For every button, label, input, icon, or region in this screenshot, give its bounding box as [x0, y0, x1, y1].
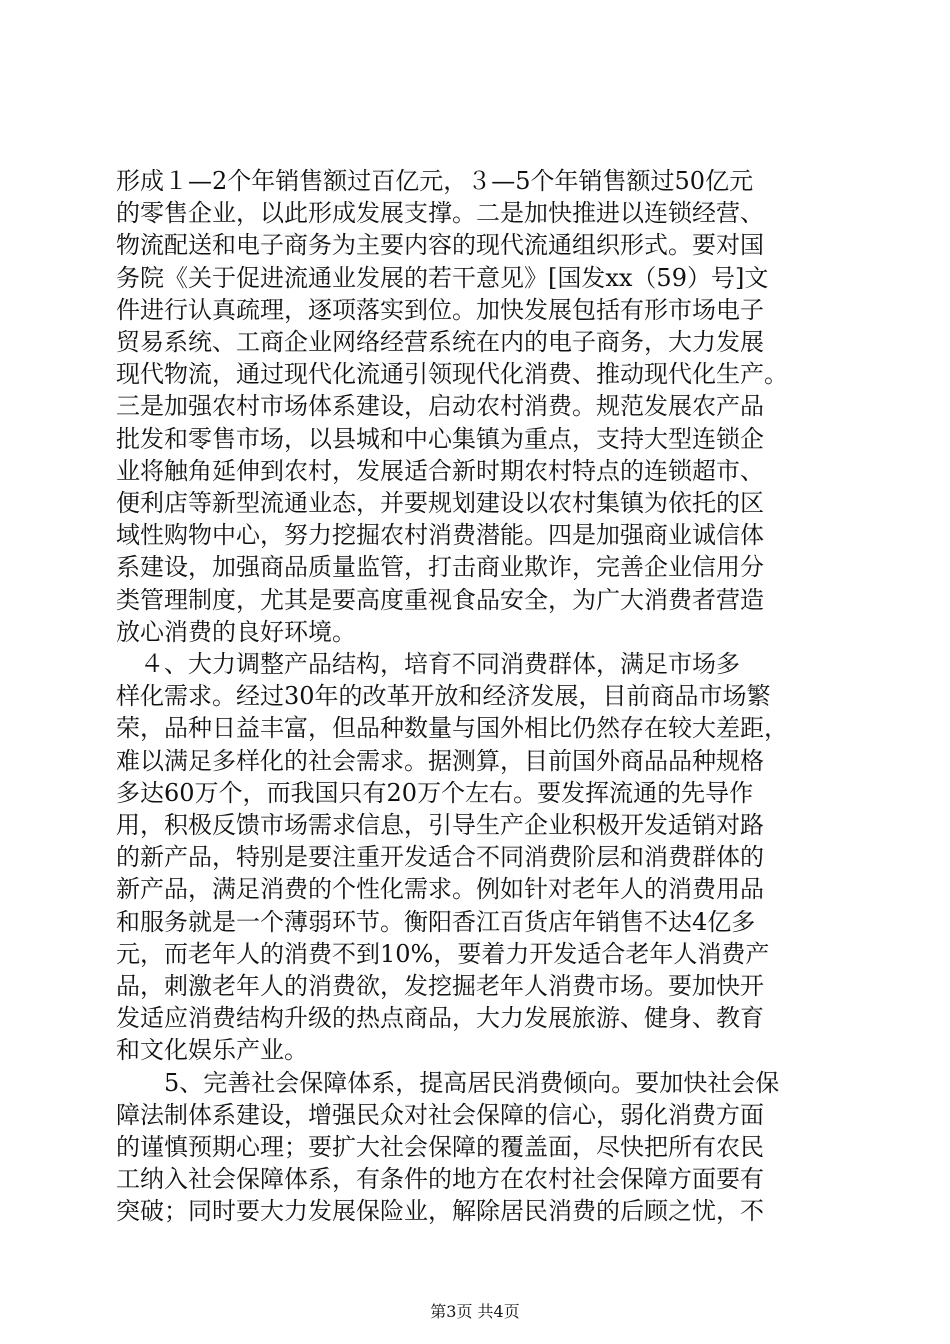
- text-line: 多达60万个，而我国只有20万个左右。要发挥流通的先导作: [116, 779, 754, 807]
- text-line: 三是加强农村市场体系建设，启动农村消费。规范发展农产品: [116, 392, 764, 420]
- text-line: 业将触角延伸到农村，发展适合新时期农村特点的连锁超市、: [116, 457, 764, 485]
- text-line: 样化需求。经过30年的改革开放和经济发展，目前商品市场繁: [116, 682, 771, 710]
- text-line: 域性购物中心，努力挖掘农村消费潜能。四是加强商业诚信体: [116, 521, 764, 549]
- text-line: 贸易系统、工商企业网络经营系统在内的电子商务，大力发展: [116, 328, 764, 356]
- text-line: ４、大力调整产品结构，培育不同消费群体，满足市场多: [116, 650, 740, 678]
- text-line: 难以满足多样化的社会需求。据测算，目前国外商品品种规格: [116, 747, 764, 775]
- text-line: 系建设，加强商品质量监管，打击商业欺诈，完善企业信用分: [116, 553, 764, 581]
- text-line: 放心消费的良好环境。: [116, 618, 356, 646]
- text-line: 障法制体系建设，增强民众对社会保障的信心，弱化消费方面: [116, 1101, 764, 1129]
- text-line: 用，积极反馈市场需求信息，引导生产企业积极开发适销对路: [116, 811, 764, 839]
- text-line: 务院《关于促进流通业发展的若干意见》[国发xx（59）号]文: [116, 264, 769, 292]
- text-line: 批发和零售市场，以县城和中心集镇为重点，支持大型连锁企: [116, 425, 764, 453]
- text-line: 新产品，满足消费的个性化需求。例如针对老年人的消费用品: [116, 875, 764, 903]
- text-line: 物流配送和电子商务为主要内容的现代流通组织形式。要对国: [116, 231, 764, 259]
- text-line: 现代物流，通过现代化流通引领现代化消费、推动现代化生产。: [116, 360, 788, 388]
- text-line: 工纳入社会保障体系，有条件的地方在农村社会保障方面要有: [116, 1165, 764, 1193]
- text-line: 类管理制度，尤其是要高度重视食品安全，为广大消费者营造: [116, 586, 764, 614]
- text-line: 元，而老年人的消费不到10%，要着力开发适合老年人消费产: [116, 940, 770, 968]
- text-line: 和服务就是一个薄弱环节。衡阳香江百货店年销售不达4亿多: [116, 908, 756, 936]
- text-line: 5、完善社会保障体系，提高居民消费倾向。要加快社会保: [116, 1069, 780, 1097]
- text-line: 便利店等新型流通业态，并要规划建设以农村集镇为依托的区: [116, 489, 764, 517]
- text-line: 突破；同时要大力发展保险业，解除居民消费的后顾之忧，不: [116, 1197, 764, 1225]
- text-line: 荣，品种日益丰富，但品种数量与国外相比仍然存在较大差距，: [116, 714, 788, 742]
- text-line: 品，刺激老年人的消费欲，发挖掘老年人消费市场。要加快开: [116, 972, 764, 1000]
- text-line: 的谨慎预期心理；要扩大社会保障的覆盖面，尽快把所有农民: [116, 1133, 764, 1161]
- page-footer: 第3页 共4页: [430, 1302, 520, 1321]
- text-line: 和文化娱乐产业。: [116, 1036, 308, 1064]
- text-line: 的新产品，特别是要注重开发适合不同消费阶层和消费群体的: [116, 843, 764, 871]
- text-line: 的零售企业，以此形成发展支撑。二是加快推进以连锁经营、: [116, 199, 764, 227]
- text-line: 件进行认真疏理，逐项落实到位。加快发展包括有形市场电子: [116, 296, 764, 324]
- text-line: 形成１—2个年销售额过百亿元，３—5个年销售额过50亿元: [116, 167, 754, 195]
- text-line: 发适应消费结构升级的热点商品，大力发展旅游、健身、教育: [116, 1004, 764, 1032]
